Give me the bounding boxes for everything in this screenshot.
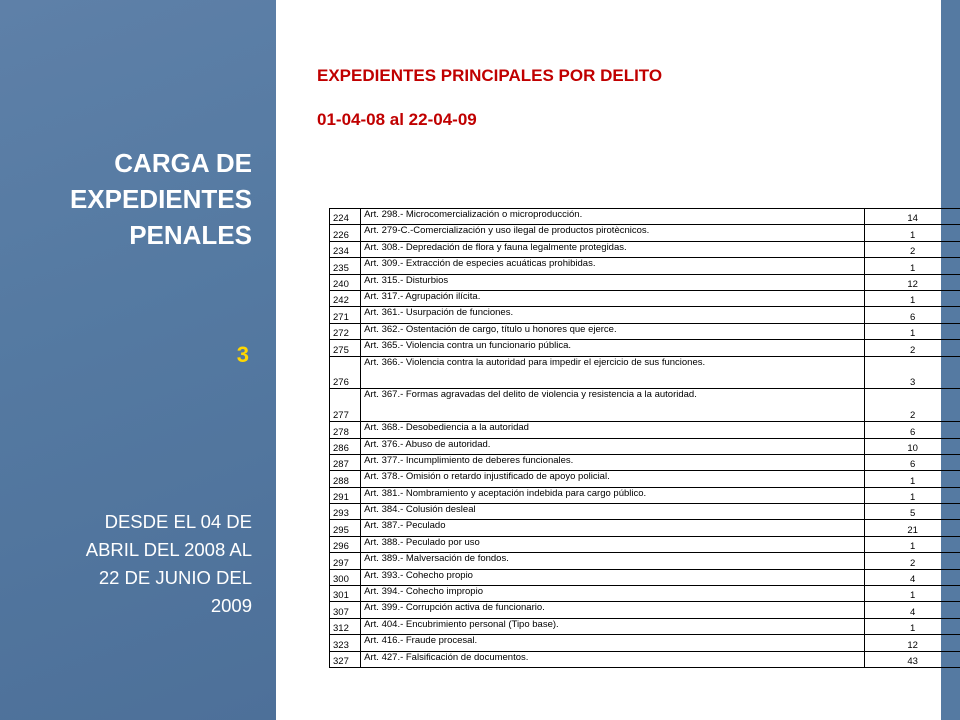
sidebar-title [12, 145, 252, 253]
case-count-cell: 12 [865, 274, 960, 290]
article-description-cell: Art. 298.- Microcomercialización o microproducción. [361, 209, 865, 225]
article-description-cell: Art. 315.- Disturbios [361, 274, 865, 290]
article-description-cell: Art. 378.- Omisión o retardo injustificado de apoyo policial. [361, 471, 865, 487]
article-code-cell: 288 [330, 471, 361, 487]
page-title: EXPEDIENTES PRINCIPALES POR DELITO [317, 66, 663, 85]
period-subtitle: 01-04-08 al 22-04-09 [317, 110, 477, 129]
article-description-cell: Art. 367.- Formas agravadas del delito de violencia y resistencia a la autoridad. [361, 389, 865, 422]
article-code-cell: 312 [330, 618, 361, 634]
article-code-cell: 300 [330, 569, 361, 585]
table-row [330, 340, 960, 356]
case-count-cell: 1 [865, 323, 960, 339]
article-description-cell: Art. 279-C.-Comercialización y uso ilegal de productos pirotècnicos. [361, 225, 865, 241]
article-code-cell: 277 [330, 389, 361, 422]
article-description-cell: Art. 362.- Ostentación de cargo, título u honores que ejerce. [361, 323, 865, 339]
sidebar-note-line: 22 DE JUNIO DEL [98, 567, 252, 588]
article-description-cell: Art. 427.- Falsificación de documentos. [361, 651, 865, 667]
case-count-cell: 2 [865, 553, 960, 569]
article-description-cell: Art. 404.- Encubrimiento personal (Tipo base). [361, 618, 865, 634]
article-code-cell: 242 [330, 290, 361, 306]
sidebar-note-line: ABRIL DEL 2008 AL [85, 539, 252, 560]
article-description-cell: Art. 309.- Extracción de especies acuáticas prohibidas. [361, 258, 865, 274]
article-description-cell: Art. 381.- Nombramiento y aceptación indebida para cargo público. [361, 487, 865, 503]
table-row [330, 258, 960, 274]
article-code-cell: 323 [330, 635, 361, 651]
table-row [330, 618, 960, 634]
table-row [330, 651, 960, 667]
case-count-cell: 1 [865, 487, 960, 503]
article-description-cell: Art. 308.- Depredación de flora y fauna legalmente protegidas. [361, 241, 865, 257]
article-description-cell: Art. 365.- Violencia contra un funcionario pública. [361, 340, 865, 356]
case-count-cell: 43 [865, 651, 960, 667]
article-code-cell: 224 [330, 209, 361, 225]
case-count-cell: 1 [865, 586, 960, 602]
case-count-cell: 4 [865, 602, 960, 618]
article-description-cell: Art. 388.- Peculado por uso [361, 536, 865, 552]
article-code-cell: 301 [330, 586, 361, 602]
case-count-cell: 6 [865, 454, 960, 470]
case-count-cell: 2 [865, 241, 960, 257]
article-code-cell: 276 [330, 356, 361, 389]
article-code-cell: 296 [330, 536, 361, 552]
article-code-cell: 286 [330, 438, 361, 454]
case-count-cell: 12 [865, 635, 960, 651]
article-description-cell: Art. 317.- Agrupación ilícita. [361, 290, 865, 306]
table-row [330, 389, 960, 422]
table-row [330, 438, 960, 454]
table-row [330, 586, 960, 602]
case-count-cell: 6 [865, 422, 960, 438]
article-code-cell: 240 [330, 274, 361, 290]
table-row [330, 225, 960, 241]
table-row [330, 569, 960, 585]
article-code-cell: 272 [330, 323, 361, 339]
table-row [330, 323, 960, 339]
table-row [330, 602, 960, 618]
case-count-cell: 14 [865, 209, 960, 225]
table-row [330, 290, 960, 306]
article-description-cell: Art. 387.- Peculado [361, 520, 865, 536]
slide-number: 3 [236, 342, 249, 367]
article-description-cell: Art. 393.- Cohecho propio [361, 569, 865, 585]
article-code-cell: 291 [330, 487, 361, 503]
table-row [330, 471, 960, 487]
article-code-cell: 278 [330, 422, 361, 438]
article-code-cell: 226 [330, 225, 361, 241]
case-count-cell: 21 [865, 520, 960, 536]
article-description-cell: Art. 377.- Incumplimiento de deberes funcionales. [361, 454, 865, 470]
case-count-cell: 1 [865, 258, 960, 274]
article-code-cell: 297 [330, 553, 361, 569]
article-description-cell: Art. 366.- Violencia contra la autoridad para impedir el ejercicio de sus funciones. [361, 356, 865, 389]
case-count-cell: 1 [865, 225, 960, 241]
case-count-cell: 1 [865, 536, 960, 552]
article-description-cell: Art. 361.- Usurpación de funciones. [361, 307, 865, 323]
article-description-cell: Art. 389.- Malversación de fondos. [361, 553, 865, 569]
table-row [330, 487, 960, 503]
sidebar-note-line: 2009 [210, 595, 252, 616]
article-code-cell: 327 [330, 651, 361, 667]
case-count-cell: 4 [865, 569, 960, 585]
table-row [330, 635, 960, 651]
article-code-cell: 307 [330, 602, 361, 618]
table-row [330, 274, 960, 290]
sidebar-note-line: DESDE EL 04 DE [104, 511, 252, 532]
article-description-cell: Art. 368.- Desobediencia a la autoridad [361, 422, 865, 438]
sidebar-panel [0, 0, 276, 720]
article-code-cell: 287 [330, 454, 361, 470]
sidebar-date-range [12, 508, 252, 620]
case-count-cell: 2 [865, 389, 960, 422]
case-count-cell: 10 [865, 438, 960, 454]
table-row [330, 520, 960, 536]
article-description-cell: Art. 376.- Abuso de autoridad. [361, 438, 865, 454]
article-code-cell: 295 [330, 520, 361, 536]
sidebar-title-line: PENALES [129, 220, 252, 250]
crimes-table-body [330, 209, 960, 668]
case-count-cell: 5 [865, 504, 960, 520]
case-count-cell: 1 [865, 618, 960, 634]
table-row [330, 454, 960, 470]
article-code-cell: 235 [330, 258, 361, 274]
case-count-cell: 2 [865, 340, 960, 356]
table-row [330, 553, 960, 569]
sidebar-title-line: CARGA DE [114, 148, 252, 178]
table-row [330, 504, 960, 520]
table-row [330, 422, 960, 438]
table-row [330, 536, 960, 552]
table-row [330, 356, 960, 389]
table-row [330, 307, 960, 323]
crimes-table [329, 208, 960, 668]
article-code-cell: 293 [330, 504, 361, 520]
article-description-cell: Art. 394.- Cohecho impropio [361, 586, 865, 602]
case-count-cell: 3 [865, 356, 960, 389]
table-row [330, 209, 960, 225]
article-description-cell: Art. 416.- Fraude procesal. [361, 635, 865, 651]
article-code-cell: 271 [330, 307, 361, 323]
case-count-cell: 6 [865, 307, 960, 323]
table-row [330, 241, 960, 257]
article-code-cell: 234 [330, 241, 361, 257]
case-count-cell: 1 [865, 471, 960, 487]
sidebar-title-line: EXPEDIENTES [69, 184, 252, 214]
article-description-cell: Art. 384.- Colusión desleal [361, 504, 865, 520]
article-code-cell: 275 [330, 340, 361, 356]
article-description-cell: Art. 399.- Corrupción activa de funcionario. [361, 602, 865, 618]
case-count-cell: 1 [865, 290, 960, 306]
